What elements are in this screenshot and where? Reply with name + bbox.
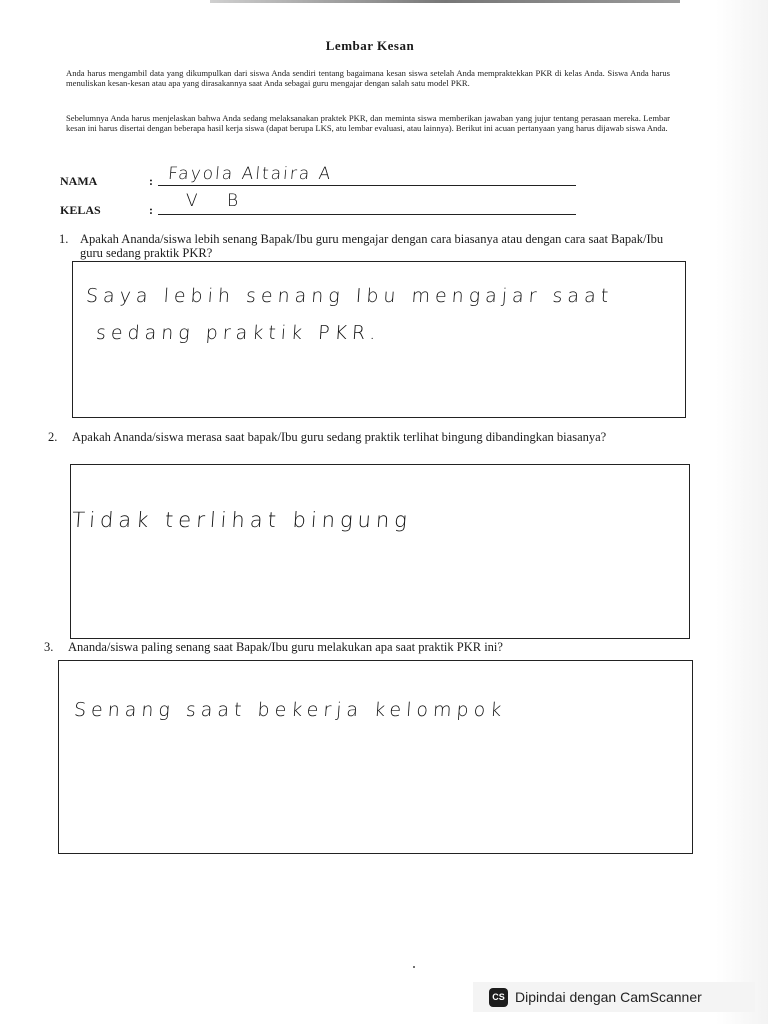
answer-1-line-1: Saya lebih senang Ibu mengajar saat	[85, 285, 614, 307]
instruction-paragraph-1: Anda harus mengambil data yang dikumpulkan dari siswa Anda sendiri tentang bagaimana kesan siswa setelah Anda mempraktekkan PKR di kelas Anda. Siswa Anda harus menuliskan kesan-kesan atau apa yang dirasakannya saat Anda sebagai guru mengajar dengan salah satu model PKR.	[66, 68, 670, 88]
answer-1-line-2: sedang praktik PKR.	[95, 322, 382, 344]
kelas-value: V B	[186, 191, 251, 211]
question-2-text: Apakah Ananda/siswa merasa saat bapak/Ibu guru sedang praktik terlihat bingung dibandingkan biasanya?	[72, 430, 607, 444]
camscanner-logo-icon: CS	[489, 988, 508, 1007]
answer-3-line-1: Senang saat bekerja kelompok	[73, 699, 508, 721]
nama-label: NAMA	[60, 174, 98, 188]
question-2-number: 2.	[48, 430, 58, 444]
scan-edge-shadow	[716, 0, 768, 1024]
kelas-colon: :	[149, 203, 153, 217]
camscanner-watermark	[473, 982, 755, 1012]
camscanner-label: Dipindai dengan CamScanner	[515, 989, 702, 1005]
scan-edge-top	[210, 0, 680, 3]
question-1-number: 1.	[59, 232, 69, 246]
scan-speck	[413, 966, 415, 968]
question-3-number: 3.	[44, 640, 54, 654]
kelas-line	[158, 213, 576, 215]
nama-value: Fayola Altaira A	[167, 164, 334, 184]
answer-box-3	[58, 660, 693, 854]
question-3-text: Ananda/siswa paling senang saat Bapak/Ibu guru melakukan apa saat praktik PKR ini?	[68, 640, 503, 654]
nama-colon: :	[149, 174, 153, 188]
document-title: Lembar Kesan	[325, 38, 415, 53]
answer-box-2	[70, 464, 690, 639]
nama-line	[158, 184, 576, 186]
answer-2-line-1: Tidak terlihat bingung	[71, 508, 413, 532]
kelas-label: KELAS	[60, 203, 101, 217]
instruction-paragraph-2: Sebelumnya Anda harus menjelaskan bahwa Anda sedang melaksanakan praktek PKR, dan meminta siswa memberikan jawaban yang jujur tentang perasaan mereka. Lembar kesan ini harus disertai dengan beberapa hasil kerja siswa (dapat berupa LKS, atu lembar evaluasi, atau lainnya). Berikut ini acuan pertanyaan yang harus dijawab siswa Anda.	[66, 113, 670, 133]
question-1-text: Apakah Ananda/siswa lebih senang Bapak/Ibu guru mengajar dengan cara biasanya atau dengan cara saat Bapak/Ibu guru sedang praktik PKR?	[80, 232, 664, 260]
